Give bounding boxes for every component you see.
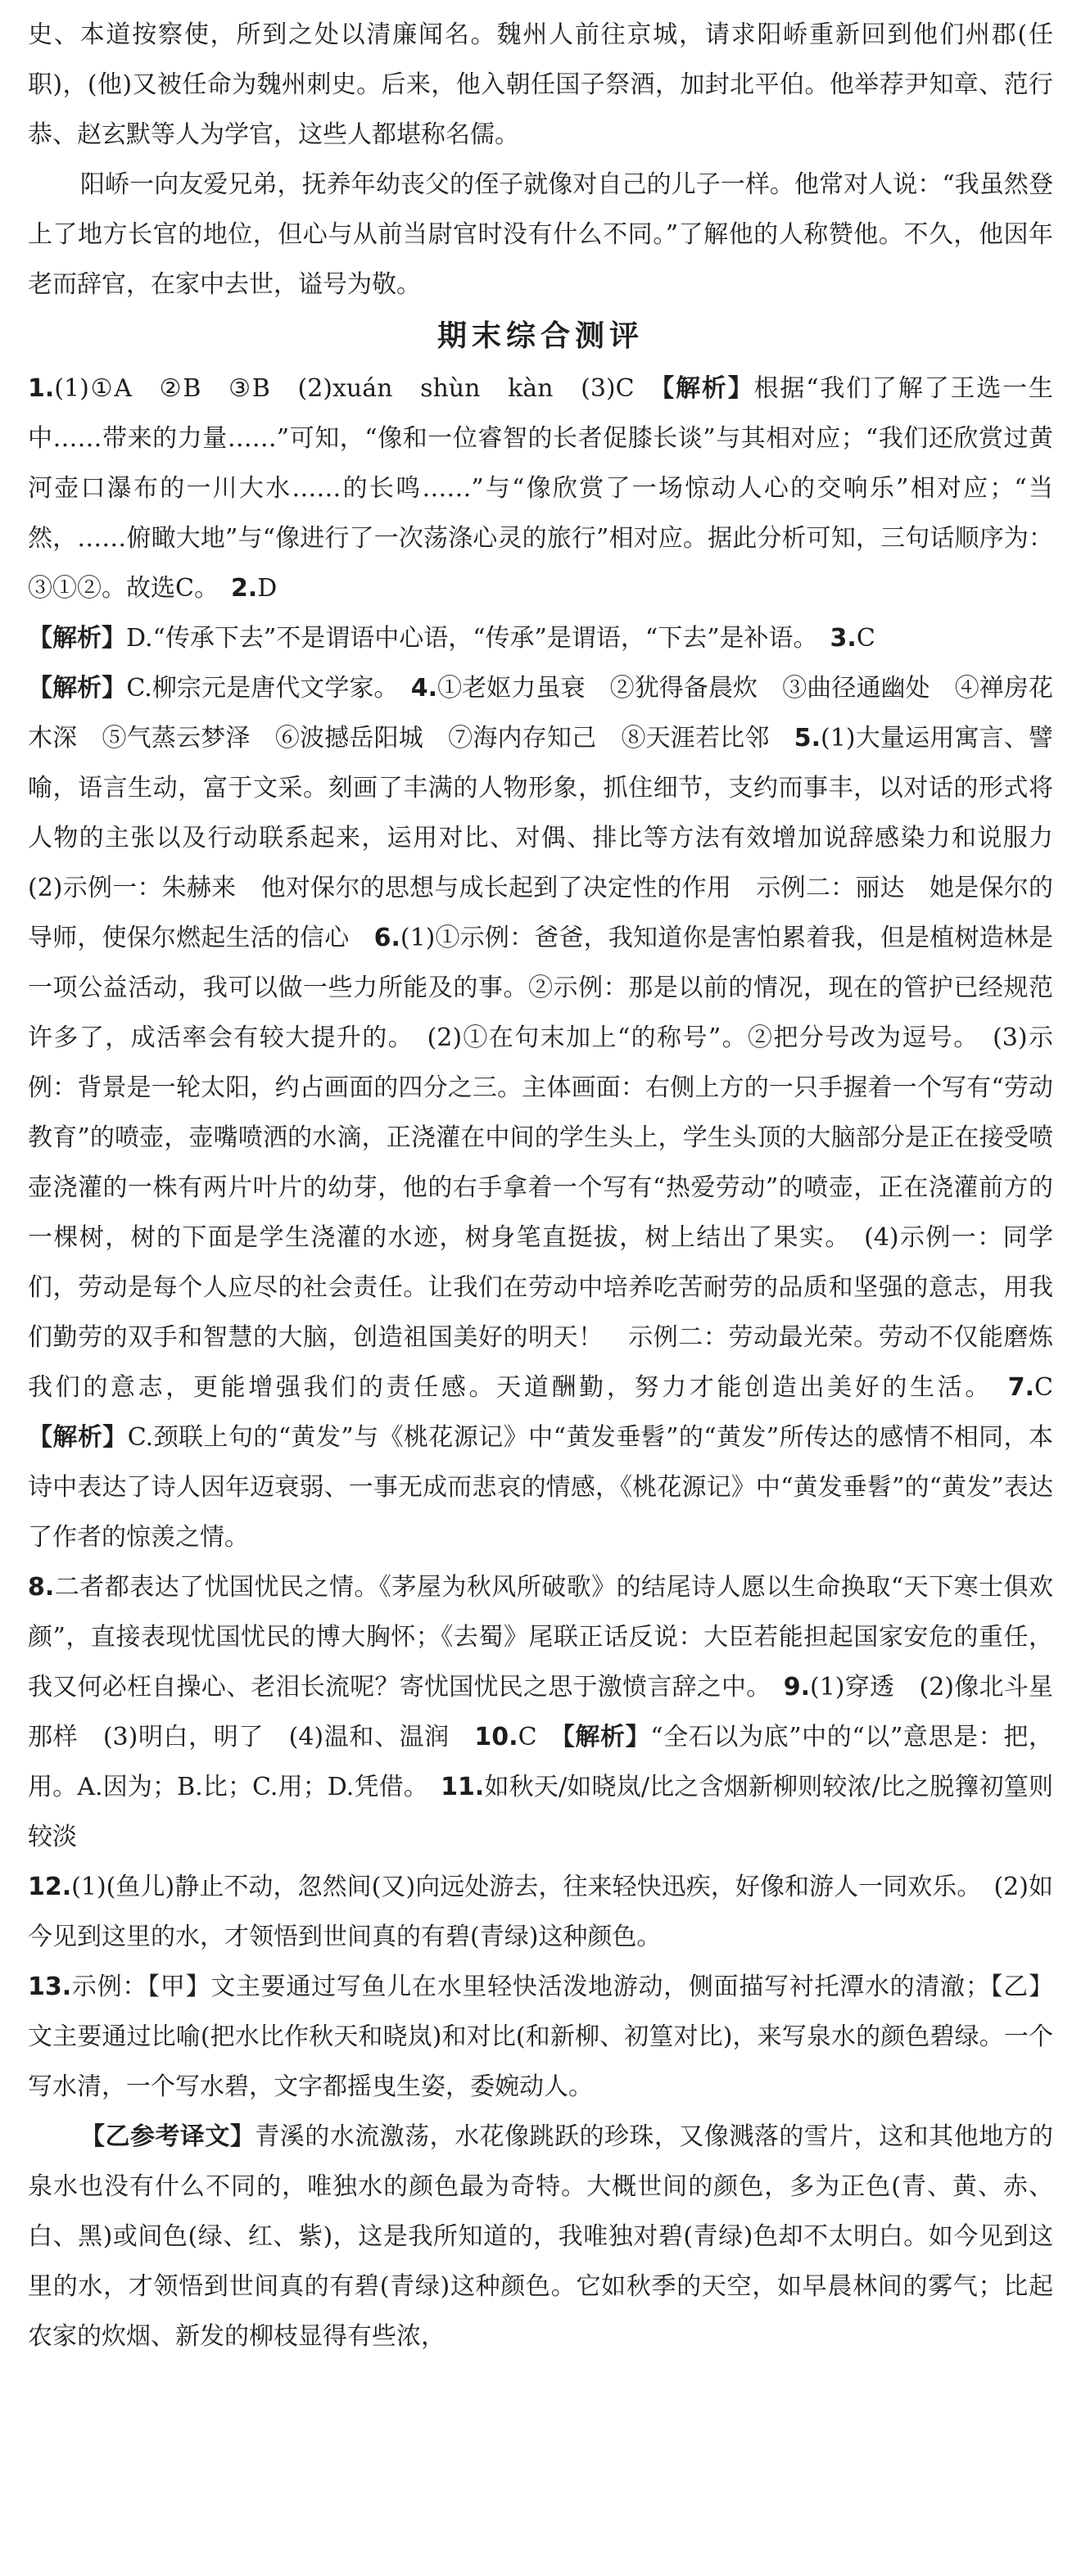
answer-block-8	[28, 1562, 1053, 1862]
question-number: 12.	[28, 1873, 72, 1901]
answer-text: 二者都表达了忧国忧民之情。《茅屋为秋风所破歌》的结尾诗人愿以生命换取“天下寒士俱欢颜”，直接表现忧国忧民的博大胸怀；《去蜀》尾联正话反说：大臣若能担起国家安危的重任，我又何必枉自操心、老泪长流呢？寄忧国忧民之思于激愤言辞之中。	[28, 1573, 1053, 1702]
answer-text: C	[1034, 1373, 1078, 1402]
answer-block-2	[28, 613, 1053, 663]
question-number: 9.	[783, 1673, 811, 1702]
answer-text: (1)大量运用寓言、譬喻，语言生动，富于文采。刻画了丰满的人物形象，抓住细节，支约而事丰，以对话的形式将人物的主张以及行动联系起来，运用对比、对偶、排比等方法有效增加说辞感染力和说服力 (2)示例一：朱赫来 他对保尔的思想与成长起到了决定性的作用 示例二：丽达 她是保尔的导师，使保尔燃起生活的信心	[28, 724, 1078, 952]
reference-translation	[28, 2112, 1053, 2361]
answer-text: C	[518, 1723, 563, 1751]
answer-text: ①老妪力虽衰 ②犹得备晨炊 ③曲径通幽处 ④禅房花木深 ⑤气蒸云梦泽 ⑥波撼岳阳城 ⑦海内存知己 ⑧天涯若比邻	[28, 674, 1054, 752]
analysis-text: 根据“我们了解了王选一生中……带来的力量……”可知，“像和一位睿智的长者促膝长谈”与其相对应；“我们还欣赏过黄河壶口瀑布的一川大水……的长鸣……”与“像欣赏了一场惊动人心的交响乐”相对应；“当然，……俯瞰大地”与“像进行了一次荡涤心灵的旅行”相对应。据此分析可知，三句话顺序为：③①②。故选C。	[28, 374, 1053, 603]
question-number: 4.	[410, 674, 437, 703]
answer-text: 示例：【甲】文主要通过写鱼儿在水里轻快活泼地游动，侧面描写衬托潭水的清澈；【乙】文主要通过比喻(把水比作秋天和晓岚)和对比(和新柳、初篁对比)，来写泉水的颜色碧绿。一个写水清，一个写水碧，文字都摇曳生姿，委婉动人。	[28, 1973, 1053, 2101]
question-number: 3.	[830, 624, 857, 653]
answer-text: D	[257, 574, 278, 603]
translation-text: 青溪的水流激荡，水花像跳跃的珍珠，又像溅落的雪片，这和其他地方的泉水也没有什么不同的，唯独水的颜色最为奇特。大概世间的颜色，多为正色(青、黄、赤、白、黑)或间色(绿、红、紫)，这是我所知道的，我唯独对碧(青绿)色却不太明白。如今见到这里的水，才领悟到世间真的有碧(青绿)这种颜色。它如秋季的天空，如早晨林间的雾气；比起农家的炊烟、新发的柳枝显得有些浓，	[28, 2122, 1054, 2351]
question-number: 8.	[28, 1573, 55, 1602]
answer-text: (1)(鱼儿)静止不动，忽然间(又)向远处游去，往来轻快迅疾，好像和游人一同欢乐。 (2)如今见到这里的水，才领悟到世间真的有碧(青绿)这种颜色。	[28, 1873, 1053, 1951]
question-number: 7.	[1007, 1373, 1035, 1402]
analysis-text: “全石以为底”中的“以”意思是：把，用。A.因为；B.比；C.用；D.凭借。	[28, 1723, 1053, 1801]
question-number: 6.	[373, 924, 400, 952]
question-number: 2.	[230, 574, 258, 603]
analysis-tag: 【解析】	[562, 1723, 651, 1751]
answer-block-1	[28, 364, 1053, 613]
answer-block-13	[28, 1962, 1053, 2112]
answer-block-12	[28, 1862, 1053, 1962]
question-number: 11.	[441, 1773, 485, 1801]
analysis-text: C.颈联上句的“黄发”与《桃花源记》中“黄发垂髫”的“黄发”所传达的感情不相同，本诗中表达了诗人因年迈衰弱、一事无成而悲哀的情感，《桃花源记》中“黄发垂髫”的“黄发”表达了作者的惊羡之情。	[28, 1423, 1053, 1552]
answer-page	[28, 10, 1078, 2361]
analysis-tag: 【解析】	[28, 624, 126, 653]
question-number: 13.	[28, 1973, 72, 2001]
answer-text: (1)穿透 (2)像北斗星那样 (3)明白，明了 (4)温和、温润	[28, 1673, 1053, 1751]
analysis-text: C.柳宗元是唐代文学家。	[126, 674, 411, 703]
answer-text: C	[856, 624, 875, 653]
translation-tag: 【乙参考译文】	[80, 2122, 256, 2151]
question-number: 10.	[474, 1723, 518, 1751]
answer-block-3	[28, 663, 1078, 1562]
analysis-text: D.“传承下去”不是谓语中心语，“传承”是谓语，“下去”是补语。	[126, 624, 830, 653]
answer-text: (1)①A ②B ③B (2)xuán shùn kàn (3)C	[54, 374, 663, 403]
question-number: 5.	[794, 724, 821, 752]
analysis-tag: 【解析】	[28, 1423, 128, 1452]
analysis-tag: 【解析】	[662, 374, 754, 403]
question-number: 1.	[28, 374, 55, 403]
answer-text: 如秋天/如晓岚/比之含烟新柳则较浓/比之脱籜初篁则较淡	[28, 1773, 1053, 1851]
section-title: 期末综合测评	[436, 319, 644, 353]
answer-text: (1)①示例：爸爸，我知道你是害怕累着我，但是植树造林是一项公益活动，我可以做一些力所能及的事。②示例：那是以前的情况，现在的管护已经规范许多了，成活率会有较大提升的。 (2)①在句末加上“的称号”。②把分号改为逗号。 (3)示例：背景是一轮太阳，约占画面的四分之三。主体画面：右侧上方的一只手握着一个写有“劳动教育”的喷壶，壶嘴喷洒的水滴，正浇灌在中间的学生头上，学生头顶的大脑部分是正在接受喷壶浇灌的一株有两片叶片的幼芽，他的右手拿着一个写有“热爱劳动”的喷壶，正在浇灌前方的一棵树，树的下面是学生浇灌的水迹，树身笔直挺拔，树上结出了果实。 (4)示例一：同学们，劳动是每个人应尽的社会责任。让我们在劳动中培养吃苦耐劳的品质和坚强的意志，用我们勤劳的双手和智慧的大脑，创造祖国美好的明天！ 示例二：劳动最光荣。劳动不仅能磨炼我们的意志，更能增强我们的责任感。天道酬勤，努力才能创造出美好的生活。	[28, 924, 1053, 1402]
translation-continuation-para-1: 史、本道按察使，所到之处以清廉闻名。魏州人前往京城，请求阳峤重新回到他们州郡(任职)，(他)又被任命为魏州刺史。后来，他入朝任国子祭酒，加封北平伯。他举荐尹知章、范行恭、赵玄默等人为学官，这些人都堪称名儒。	[28, 20, 1053, 149]
analysis-tag: 【解析】	[28, 674, 127, 703]
translation-continuation-para-2: 阳峤一向友爱兄弟，抚养年幼丧父的侄子就像对自己的儿子一样。他常对人说：“我虽然登上了地方长官的地位，但心与从前当尉官时没有什么不同。”了解他的人称赞他。不久，他因年老而辞官，在家中去世，谥号为敬。	[28, 170, 1053, 299]
